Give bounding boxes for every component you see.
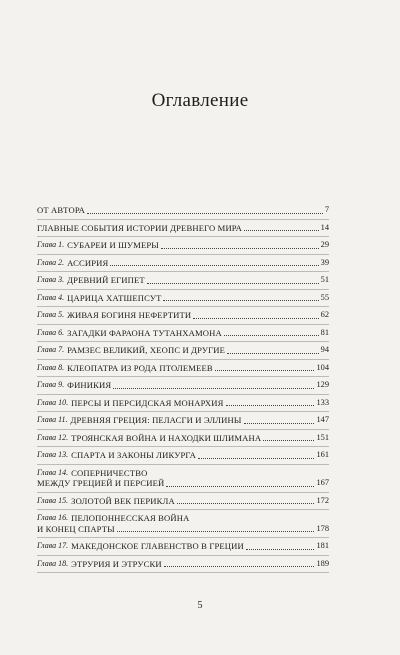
chapter-label: Глава 11. bbox=[37, 415, 68, 424]
dot-leader bbox=[161, 248, 319, 249]
toc-page-number: 55 bbox=[320, 292, 329, 302]
toc-entry-title: МЕЖДУ ГРЕЦИЕЙ И ПЕРСИЕЙ bbox=[37, 478, 165, 488]
chapter-label: Глава 14. bbox=[37, 467, 69, 477]
table-of-contents bbox=[37, 202, 329, 573]
toc-entry-title: СОПЕРНИЧЕСТВО bbox=[71, 467, 148, 478]
toc-entry-title: СПАРТА И ЗАКОНЫ ЛИКУРГА bbox=[71, 450, 196, 460]
chapter-label: Глава 13. bbox=[37, 450, 69, 459]
toc-entry[interactable] bbox=[37, 395, 329, 413]
toc-entry-title: МАКЕДОНСКОЕ ГЛАВЕНСТВО В ГРЕЦИИ bbox=[71, 541, 244, 551]
dot-leader bbox=[166, 486, 314, 487]
chapter-label: Глава 15. bbox=[37, 495, 69, 505]
toc-entry-line bbox=[37, 496, 329, 507]
toc-entry[interactable] bbox=[37, 272, 329, 290]
toc-page-number: 147 bbox=[316, 415, 329, 424]
toc-entry-title: ЭТРУРИЯ И ЭТРУСКИ bbox=[71, 558, 162, 569]
chapter-label: Глава 17. bbox=[37, 541, 69, 550]
dot-leader bbox=[263, 440, 314, 441]
toc-entry-title: КЛЕОПАТРА ИЗ РОДА ПТОЛЕМЕЕВ bbox=[67, 362, 213, 373]
dot-leader bbox=[215, 370, 315, 371]
toc-entry-line bbox=[37, 240, 329, 251]
toc-entry-title: ЦАРИЦА ХАТШЕПСУТ bbox=[67, 292, 162, 303]
toc-entry[interactable] bbox=[37, 556, 329, 574]
toc-entry[interactable] bbox=[37, 412, 329, 430]
chapter-label: Глава 10. bbox=[37, 397, 69, 407]
dot-leader bbox=[163, 300, 318, 301]
dot-leader bbox=[226, 405, 315, 406]
toc-page-number: 29 bbox=[320, 240, 329, 249]
toc-page-number: 167 bbox=[316, 478, 329, 487]
toc-entry-title: И КОНЕЦ СПАРТЫ bbox=[37, 523, 115, 534]
toc-entry-line bbox=[37, 275, 329, 286]
toc-page-number: 129 bbox=[316, 380, 329, 389]
toc-entry[interactable] bbox=[37, 255, 329, 273]
toc-entry[interactable] bbox=[37, 465, 329, 493]
dot-leader bbox=[244, 423, 315, 424]
toc-entry-line bbox=[37, 328, 329, 339]
chapter-label: Глава 18. bbox=[37, 558, 69, 568]
toc-entry[interactable] bbox=[37, 538, 329, 556]
toc-entry[interactable] bbox=[37, 493, 329, 511]
toc-entry-title: ДРЕВНЯЯ ГРЕЦИЯ: ПЕЛАСГИ И ЭЛЛИНЫ bbox=[70, 415, 242, 425]
toc-page-number: 161 bbox=[316, 450, 329, 459]
chapter-label: Глава 6. bbox=[37, 327, 65, 337]
toc-entry-title: АССИРИЯ bbox=[67, 257, 109, 268]
dot-leader bbox=[87, 213, 323, 214]
toc-entry-line bbox=[37, 513, 329, 524]
toc-page-number: 104 bbox=[316, 362, 329, 372]
chapter-label: Глава 4. bbox=[37, 292, 65, 302]
chapter-label: Глава 5. bbox=[37, 310, 65, 319]
dot-leader bbox=[117, 531, 315, 532]
toc-entry-title: ФИНИКИЯ bbox=[67, 380, 112, 390]
toc-page-number: 14 bbox=[320, 222, 329, 232]
toc-page-number: 81 bbox=[320, 327, 329, 337]
toc-page-number: 39 bbox=[320, 257, 329, 267]
toc-page-number: 178 bbox=[316, 523, 329, 533]
toc-entry-title: ТРОЯНСКАЯ ВОЙНА И НАХОДКИ ШЛИМАНА bbox=[71, 432, 262, 443]
chapter-label: Глава 8. bbox=[37, 362, 65, 372]
toc-entry-title: ОТ АВТОРА bbox=[37, 205, 86, 215]
page-title: Оглавление bbox=[151, 90, 249, 111]
chapter-label: Глава 9. bbox=[37, 380, 65, 389]
chapter-label: Глава 7. bbox=[37, 345, 65, 354]
toc-entry-line bbox=[37, 380, 329, 391]
toc-entry-title: ЖИВАЯ БОГИНЯ НЕФЕРТИТИ bbox=[67, 310, 192, 320]
dot-leader bbox=[110, 265, 318, 266]
toc-entry-title: ПЕРСЫ И ПЕРСИДСКАЯ МОНАРХИЯ bbox=[71, 397, 224, 408]
toc-entry[interactable] bbox=[37, 430, 329, 448]
toc-entry-title: РАМЗЕС ВЕЛИКИЙ, ХЕОПС И ДРУГИЕ bbox=[67, 345, 225, 355]
toc-entry-line bbox=[37, 524, 329, 535]
chapter-label: Глава 16. bbox=[37, 513, 69, 522]
chapter-label: Глава 3. bbox=[37, 275, 65, 284]
toc-entry-title: ЗАГАДКИ ФАРАОНА ТУТАНХАМОНА bbox=[67, 327, 222, 338]
dot-leader bbox=[147, 283, 319, 284]
chapter-label: Глава 2. bbox=[37, 257, 65, 267]
toc-entry-line bbox=[37, 363, 329, 374]
toc-entry[interactable] bbox=[37, 202, 329, 220]
toc-page-number: 94 bbox=[320, 345, 329, 354]
toc-entry-title: ПЕЛОПОННЕССКАЯ ВОЙНА bbox=[71, 513, 190, 523]
toc-entry-line bbox=[37, 559, 329, 570]
dot-leader bbox=[177, 503, 315, 504]
chapter-label: Глава 1. bbox=[37, 240, 65, 249]
toc-entry[interactable] bbox=[37, 220, 329, 238]
toc-entry-line bbox=[37, 310, 329, 321]
dot-leader bbox=[244, 230, 319, 231]
toc-entry-line bbox=[37, 398, 329, 409]
toc-entry[interactable] bbox=[37, 237, 329, 255]
toc-entry[interactable] bbox=[37, 307, 329, 325]
toc-entry-line bbox=[37, 205, 329, 216]
page-number-folio: 5 bbox=[197, 600, 203, 611]
toc-page-number: 62 bbox=[320, 310, 329, 319]
dot-leader bbox=[227, 353, 319, 354]
toc-entry-line bbox=[37, 433, 329, 444]
toc-entry-line bbox=[37, 293, 329, 304]
toc-entry[interactable] bbox=[37, 342, 329, 360]
toc-page-number: 189 bbox=[316, 558, 329, 568]
toc-entry-title: СУБАРЕИ И ШУМЕРЫ bbox=[67, 240, 159, 250]
toc-entry-line bbox=[37, 223, 329, 234]
toc-entry[interactable] bbox=[37, 290, 329, 308]
toc-entry-title: ГЛАВНЫЕ СОБЫТИЯ ИСТОРИИ ДРЕВНЕГО МИРА bbox=[37, 222, 242, 233]
dot-leader bbox=[198, 458, 315, 459]
toc-entry-line bbox=[37, 450, 329, 461]
toc-entry[interactable] bbox=[37, 325, 329, 343]
dot-leader bbox=[113, 388, 314, 389]
toc-page-number: 7 bbox=[324, 205, 329, 214]
toc-page-number: 151 bbox=[316, 432, 329, 442]
dot-leader bbox=[164, 566, 315, 567]
toc-page-number: 51 bbox=[320, 275, 329, 284]
toc-page-number: 133 bbox=[316, 397, 329, 407]
toc-entry-line bbox=[37, 415, 329, 426]
dot-leader bbox=[246, 549, 315, 550]
toc-entry[interactable] bbox=[37, 377, 329, 395]
toc-entry[interactable] bbox=[37, 510, 329, 538]
toc-entry-line bbox=[37, 478, 329, 489]
toc-entry-line bbox=[37, 258, 329, 269]
toc-entry-title: ЗОЛОТОЙ ВЕК ПЕРИКЛА bbox=[71, 495, 175, 506]
toc-page-number: 181 bbox=[316, 541, 329, 550]
toc-page-number: 172 bbox=[316, 495, 329, 505]
toc-entry-line bbox=[37, 541, 329, 552]
dot-leader bbox=[224, 335, 319, 336]
dot-leader bbox=[193, 318, 318, 319]
toc-entry-line bbox=[37, 345, 329, 356]
toc-entry[interactable] bbox=[37, 447, 329, 465]
toc-entry[interactable] bbox=[37, 360, 329, 378]
toc-entry-title: ДРЕВНИЙ ЕГИПЕТ bbox=[67, 275, 145, 285]
chapter-label: Глава 12. bbox=[37, 432, 69, 442]
toc-entry-line bbox=[37, 468, 329, 479]
